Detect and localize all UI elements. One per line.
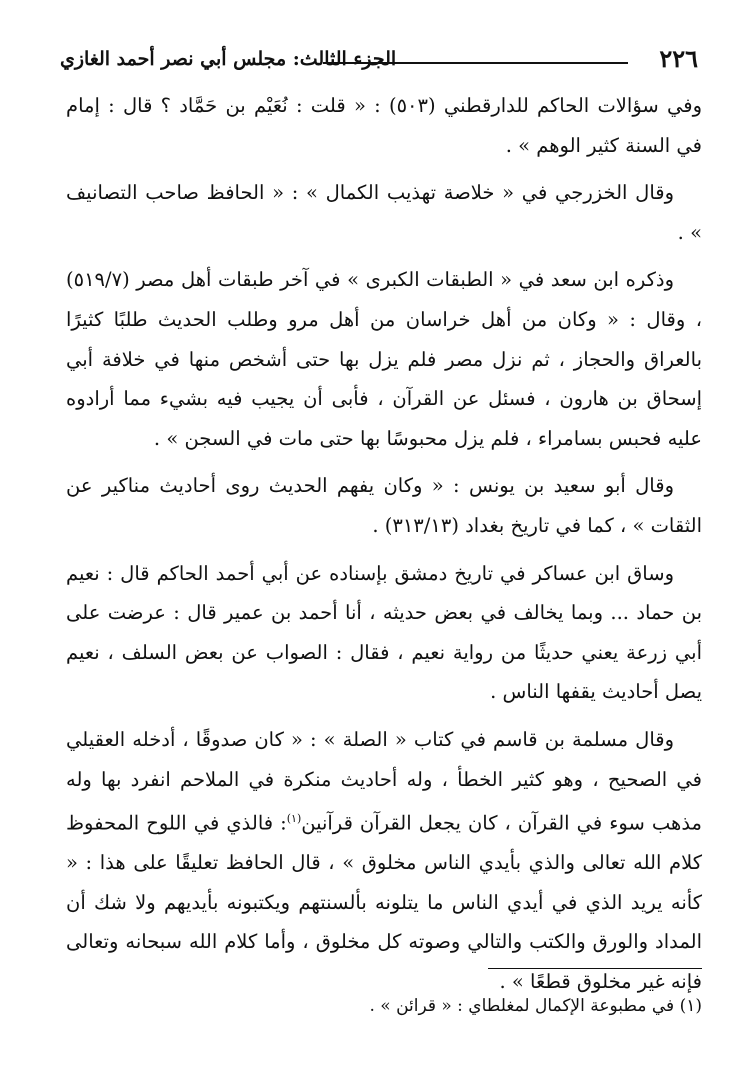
paragraph-text: وقال مسلمة بن قاسم في كتاب « الصلة » : « كان صدوقًا ، أدخله العقيلي في الصحيح ، وهو كثير الخطأ ، وله أحاديث منكرة في الملاحم انفرد بها وله مذهب سوء في القرآن ، كان يجعل القرآن قرآنين xyxy=(66,727,703,835)
running-title: الجزء الثالث: مجلس أبي نصر أحمد الغازي xyxy=(60,48,397,70)
footnote-rule xyxy=(488,968,702,969)
paragraph: وذكره ابن سعد في « الطبقات الكبرى » في آخر طبقات أهل مصر (٥١٩/٧) ، وقال : « وكان من أهل خراسان من أهل مرو وطلب الحديث طلبًا كثيرًا بالعراق والحجاز ، ثم نزل مصر فلم يزل بها حتى أشخص منها في خلافة أبي إسحاق بن هارون ، فسئل عن القرآن ، فأبى أن يجيب فيه بشيء مما أرادوه عليه فحبس بسامراء ، فلم يزل محبوسًا بها حتى مات في السجن » . xyxy=(66,268,702,450)
footnote: (١) في مطبوعة الإكمال لمغلطاي : « قرائن » . xyxy=(369,996,702,1016)
paragraph xyxy=(66,720,702,1002)
body-text xyxy=(66,86,702,1010)
paragraph-text: : فالذي في اللوح المحفوظ كلام الله تعالى والذي بأيدي الناس مخلوق » ، قال الحافظ تعليقًا على هذا : « كأنه يريد الذي في أيدي الناس ما يتلونه بألسنتهم ويكتبونه بأيديهم ولا شك أن المداد والورق والكتب والتالي وصوته كل مخلوق ، وأما كلام الله سبحانه وتعالى فإنه غير مخلوق قطعًا » . xyxy=(66,811,702,993)
paragraph: وفي سؤالات الحاكم للدارقطني (٥٠٣) : « قلت : نُعَيْم بن حَمَّاد ؟ قال : إمام في السنة كثير الوهم » . xyxy=(66,94,703,157)
paragraph: وساق ابن عساكر في تاريخ دمشق بإسناده عن أبي أحمد الحاكم قال : نعيم بن حماد ... وبما يخالف في بعض حديثه ، أنا أحمد بن عمير قال : عرضت على أبي زرعة يعني حديثًا من رواية نعيم ، فقال : الصواب عن بعض السلف ، نعيم يصل أحاديث يقفها الناس . xyxy=(66,561,702,704)
page-number: ٢٢٦ xyxy=(659,44,698,73)
page-header xyxy=(60,42,700,78)
paragraph: وقال الخزرجي في « خلاصة تهذيب الكمال » : « الحافظ صاحب التصانيف » . xyxy=(66,181,702,244)
paragraph: وقال أبو سعيد بن يونس : « وكان يفهم الحديث روى أحاديث مناكير عن الثقات » ، كما في تاريخ بغداد (٣١٣/١٣) . xyxy=(66,474,702,537)
footnote-marker: (١) xyxy=(286,812,302,826)
